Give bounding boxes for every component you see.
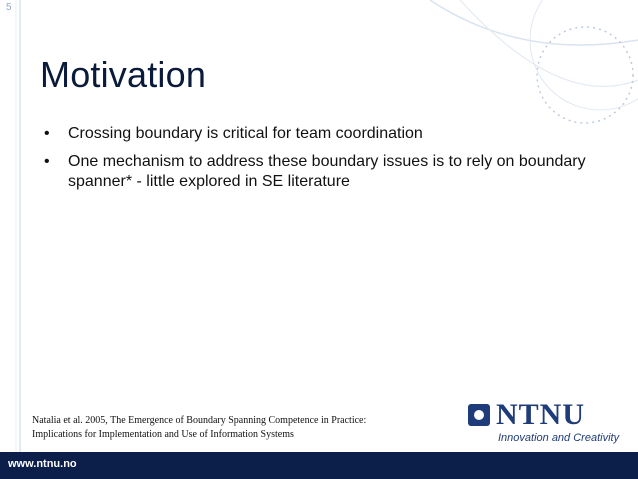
citation-line: Natalia et al. 2005, The Emergence of Boundary Spanning Competence in Practice: [32,415,367,426]
footer-bar [0,452,638,479]
slide-title: Motivation [40,54,207,95]
citation [32,414,412,442]
ntnu-logo-mark-icon [468,404,490,426]
bullet-list [38,124,598,200]
bullet-text: One mechanism to address these boundary issues is to rely on boundary spanner* - little explored in SE literature [68,153,586,190]
slide-number: 5 [6,2,12,13]
citation-line: Implications for Implementation and Use of Information Systems [32,429,294,440]
top-curve [430,0,638,45]
outer-circle [530,0,638,110]
bullet-dot-icon: • [44,153,50,170]
footer-url: www.ntnu.no [8,458,77,470]
bullet-item [38,152,598,192]
logo-name: NTNU [496,398,586,431]
bullet-text: Crossing boundary is critical for team coordination [68,125,423,142]
bullet-dot-icon: • [44,125,50,142]
ntnu-logo [468,398,628,448]
bullet-item [38,124,598,144]
logo-tagline: Innovation and Creativity [498,432,620,444]
